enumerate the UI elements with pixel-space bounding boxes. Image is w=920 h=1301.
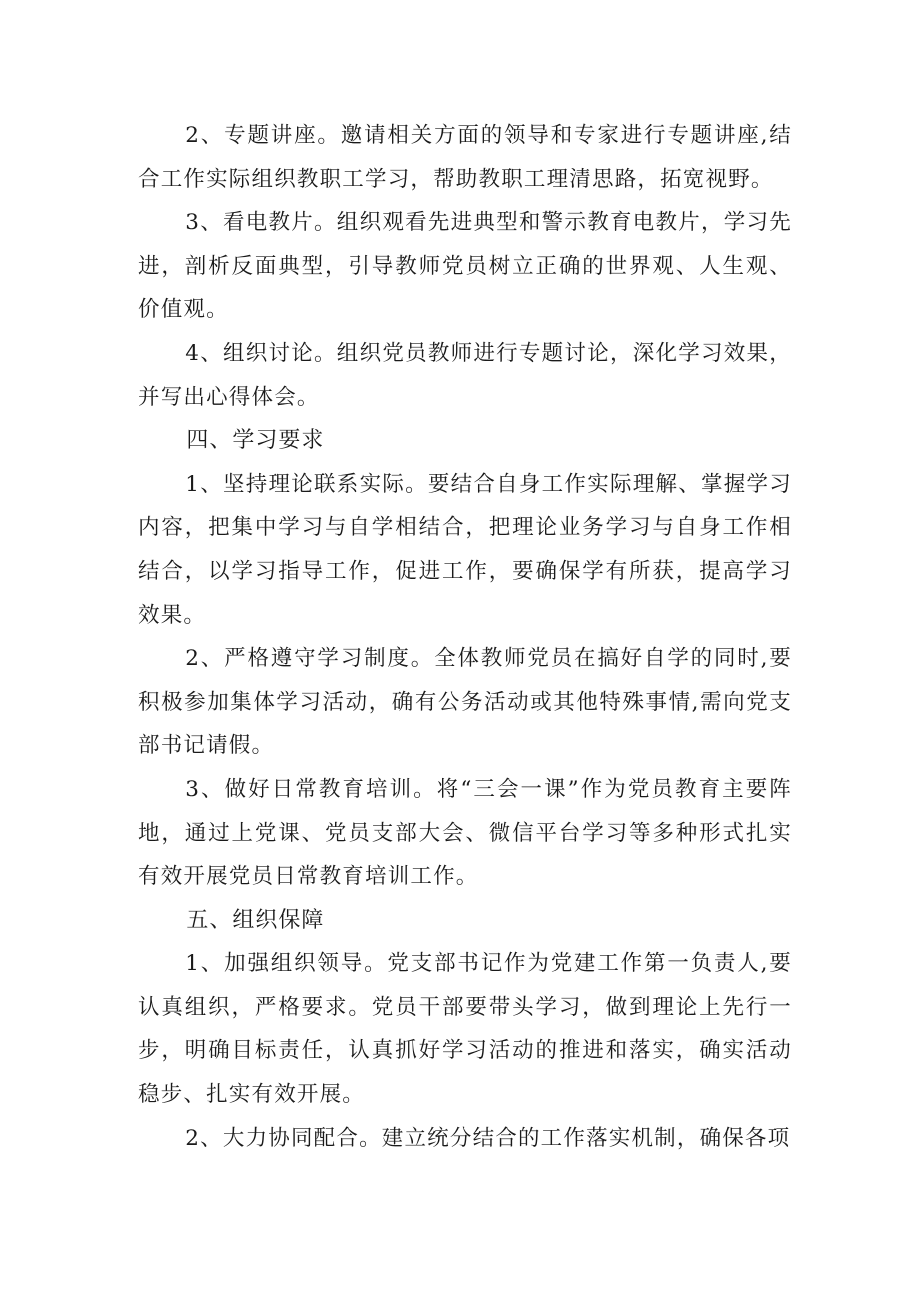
section-5-heading: 五、组织保障 (186, 907, 325, 933)
method-3-video: 3、看电教片。组织观看先进典型和警示教育电教片，学习先进，剖析反面典型，引导教师党员树立正确的世界观、人生观、价值观。 (138, 210, 792, 323)
req-2-study-rules: 2、严格遵守学习制度。全体教师党员在搞好自学的同时,要积极参加集体学习活动，确有公务活动或其他特殊事情,需向党支部书记请假。 (138, 646, 792, 759)
method-4-discussion: 4、组织讨论。组织党员教师进行专题讨论，深化学习效果，并写出心得体会。 (138, 340, 792, 410)
section-4-heading: 四、学习要求 (186, 428, 325, 454)
req-1-theory-practice: 1、坚持理论联系实际。要结合自身工作实际理解、掌握学习内容，把集中学习与自学相结合，把理论业务学习与自身工作相结合，以学习指导工作，促进工作，要确保学有所获，提高学习效果。 (138, 471, 792, 628)
method-2-lecture: 2、专题讲座。邀请相关方面的领导和专家进行专题讲座,结合工作实际组织教职工学习，帮助教职工理清思路，拓宽视野。 (138, 123, 792, 192)
guarantee-1-leadership: 1、加强组织领导。党支部书记作为党建工作第一负责人,要认真组织，严格要求。党员干部要带头学习，做到理论上先行一步，明确目标责任，认真抓好学习活动的推进和落实，确实活动稳步、扎实有效开展。 (138, 951, 792, 1108)
guarantee-2-coordination: 2、大力协同配合。建立统分结合的工作落实机制，确保各项 (185, 1125, 791, 1151)
req-3-daily-training: 3、做好日常教育培训。将“三会一课”作为党员教育主要阵地，通过上党课、党员支部大会、微信平台学习等多种形式扎实有效开展党员日常教育培训工作。 (138, 776, 792, 890)
document-page (138, 114, 792, 1160)
